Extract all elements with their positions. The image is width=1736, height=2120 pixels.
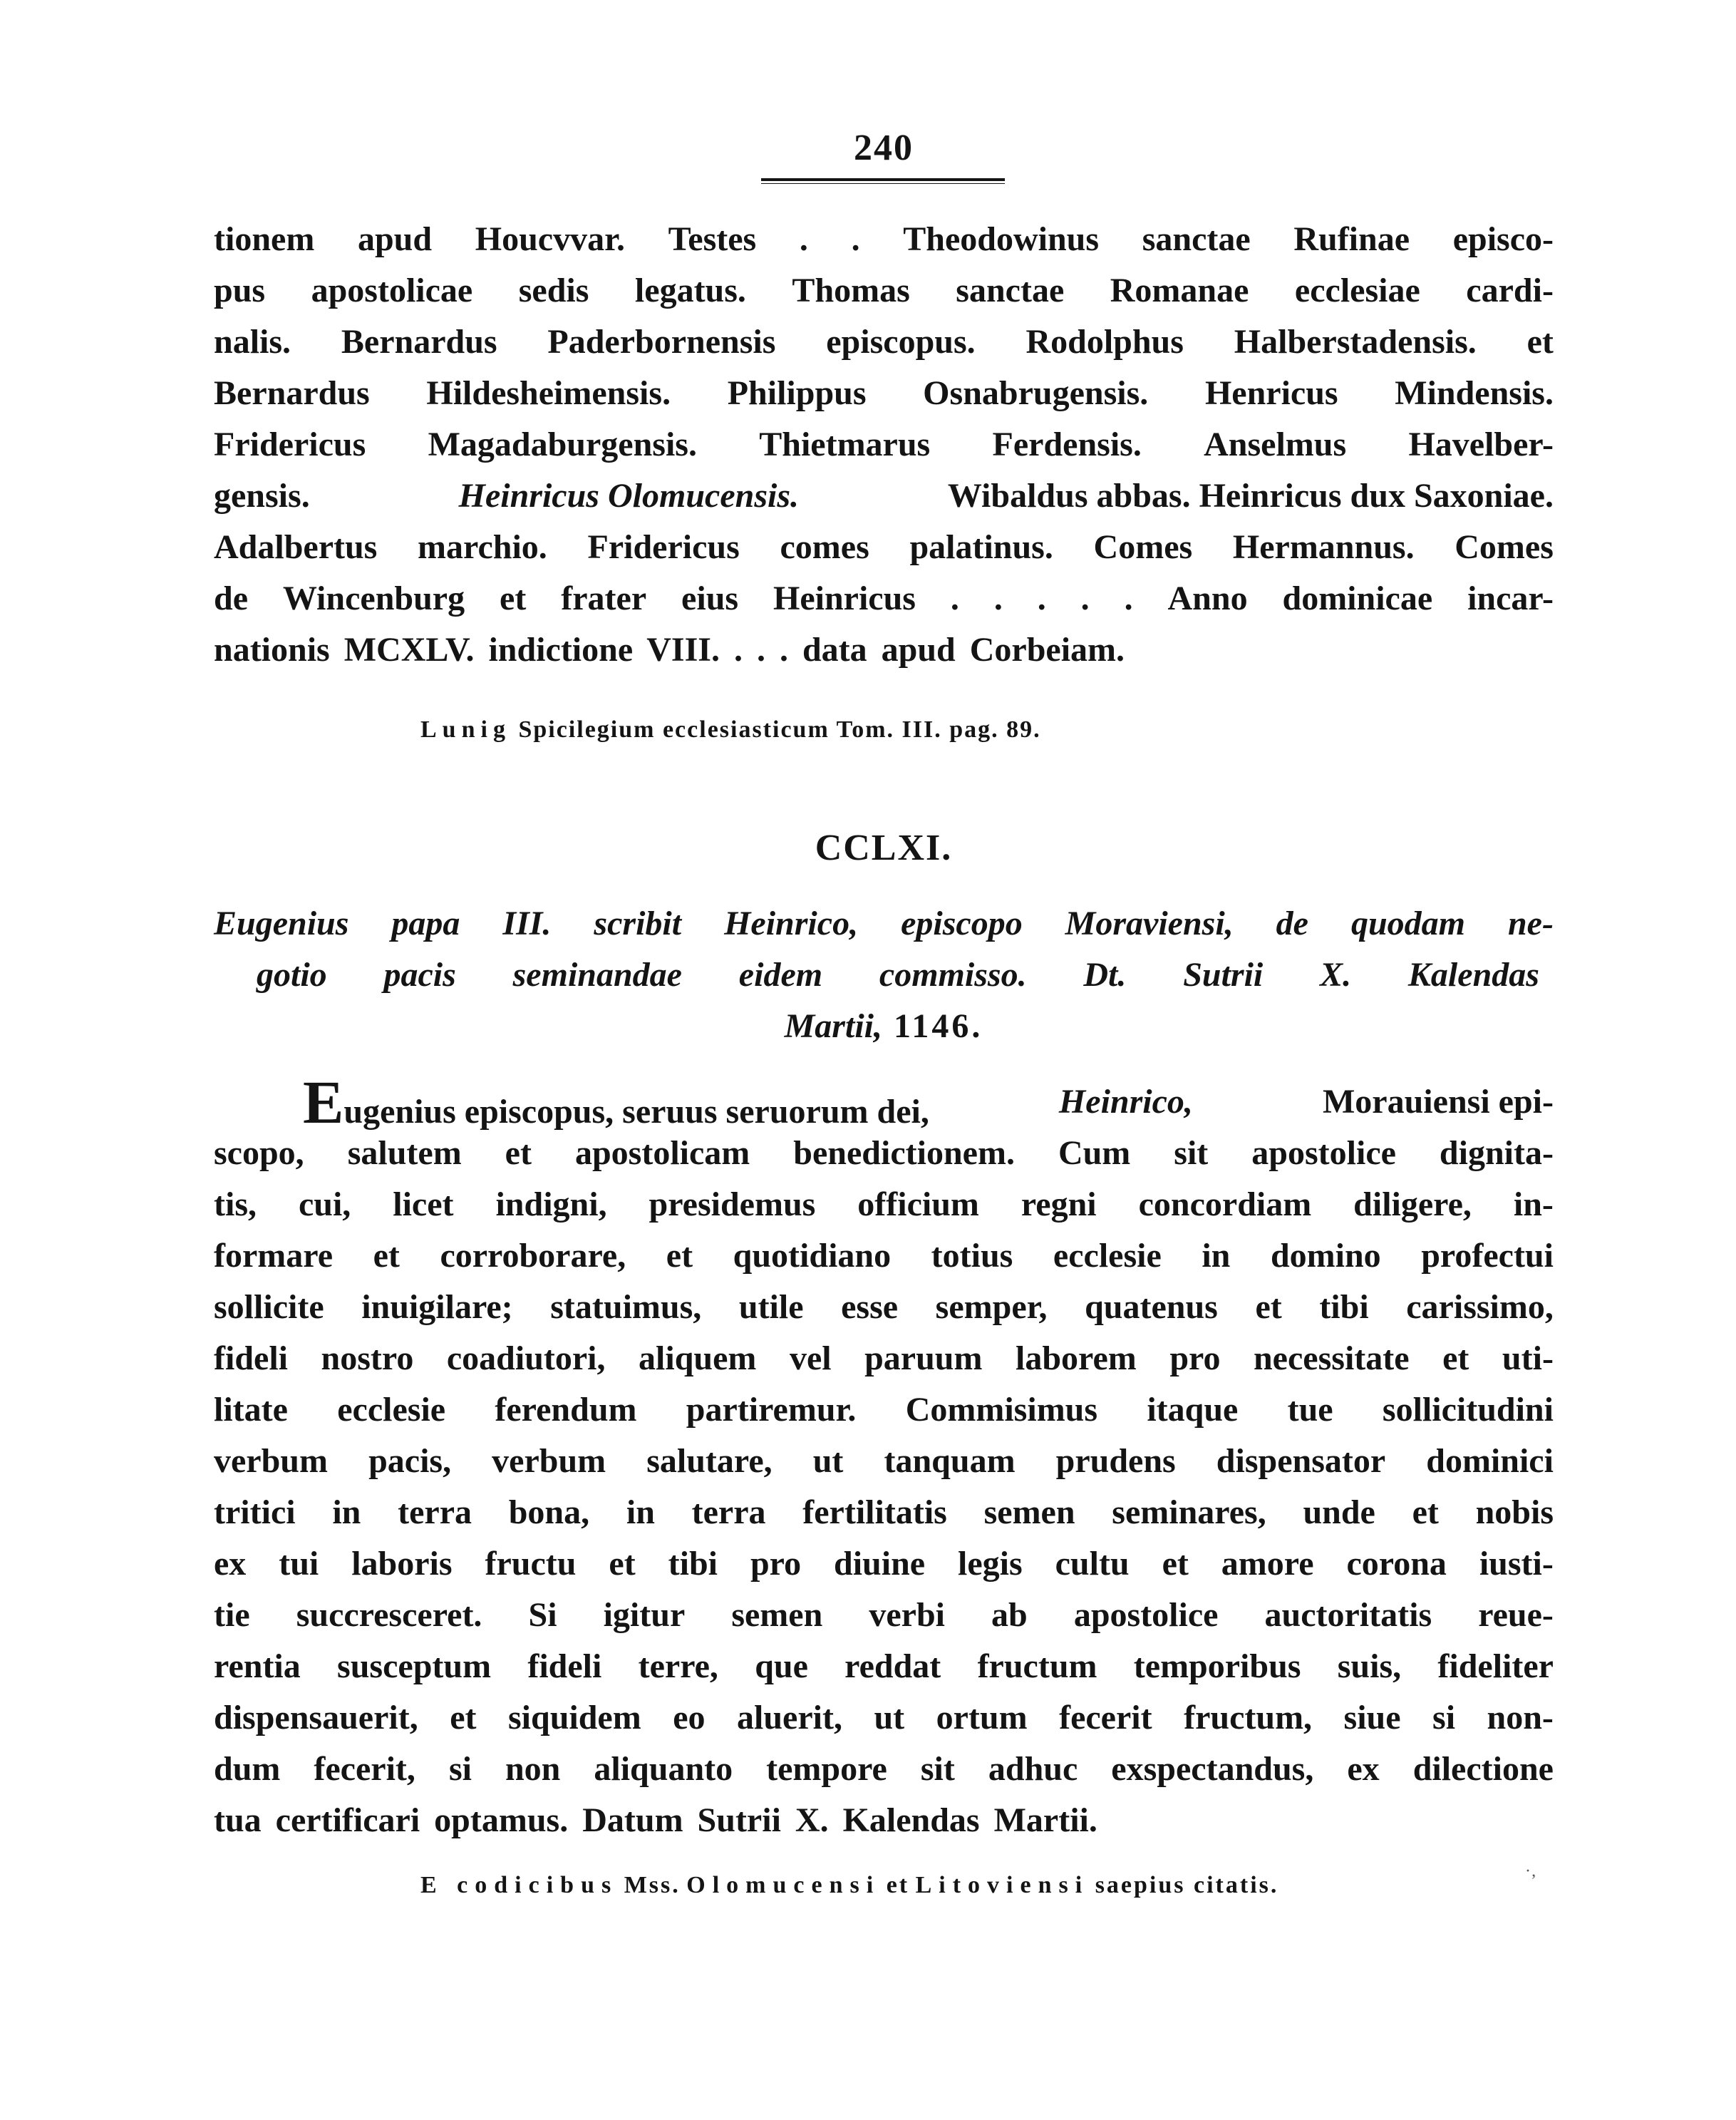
word: Thietmarus [759, 426, 931, 463]
word: reue- [1478, 1596, 1554, 1634]
heading-line [214, 898, 1554, 950]
word: Wincenburg [282, 580, 465, 617]
word: non [505, 1750, 561, 1788]
word: laboris [351, 1545, 453, 1583]
word: dum [214, 1750, 281, 1788]
word: totius [931, 1237, 1013, 1275]
word: episco- [1452, 220, 1554, 258]
word: . [1080, 580, 1090, 617]
word: apostolice [1073, 1596, 1219, 1634]
source-citation [420, 716, 1041, 743]
word: officium [857, 1185, 979, 1223]
word: . [950, 580, 959, 617]
word: ferendum [495, 1391, 637, 1429]
word: aliquem [639, 1339, 757, 1377]
word: in [626, 1493, 655, 1531]
word: Anno [1167, 580, 1248, 617]
word: que [755, 1647, 808, 1685]
word: seminandae [512, 956, 682, 994]
word: fideliter [1437, 1647, 1554, 1685]
word: necessitate [1253, 1339, 1410, 1377]
word: si [1432, 1699, 1456, 1736]
word: dominici [1426, 1442, 1554, 1480]
word: Commisimus [905, 1391, 1098, 1429]
word: fructum, [1184, 1699, 1313, 1736]
word: . [1124, 580, 1133, 617]
text-line [214, 1384, 1554, 1436]
word: Hermannus. [1232, 528, 1415, 566]
word: pro [750, 1545, 802, 1583]
word: Osnabrugensis. [923, 374, 1149, 412]
word: quatenus [1085, 1288, 1218, 1326]
word: ex [214, 1545, 247, 1583]
word: sanctae [1142, 220, 1251, 258]
word: salutem [347, 1134, 462, 1172]
word: tibi [1319, 1288, 1369, 1326]
word: ecclesiae [1294, 272, 1420, 309]
ink-speck: ·‚ [1525, 1862, 1536, 1880]
word: Heinrico, [724, 905, 859, 942]
word: fideli [214, 1339, 288, 1377]
word: Romanae [1110, 272, 1249, 309]
word: seminares, [1112, 1493, 1266, 1531]
word: cardi- [1466, 272, 1554, 309]
word: temporibus [1133, 1647, 1301, 1685]
word: vel [789, 1339, 832, 1377]
word: legis [958, 1545, 1023, 1583]
word: Fridericus [214, 426, 366, 463]
word: Theodowinus [903, 220, 1100, 258]
italic-name: Heinrico, [1058, 1083, 1193, 1121]
word: Rodolphus [1025, 323, 1184, 361]
word: fecerit, [314, 1750, 415, 1788]
word: iusti- [1479, 1545, 1554, 1583]
word: susceptum [337, 1647, 492, 1685]
word: unde [1303, 1493, 1375, 1531]
text-line [214, 1487, 1554, 1538]
footer-segment: E codicibus [420, 1872, 619, 1898]
footer-segment: Olomucensi [686, 1872, 881, 1898]
text-line [214, 1538, 1554, 1590]
word: auctoritatis [1264, 1596, 1432, 1634]
word: diligere, [1353, 1185, 1472, 1223]
word: nostro [321, 1339, 414, 1377]
word: sit [1174, 1134, 1209, 1172]
word: domino [1270, 1237, 1381, 1275]
word: et [1162, 1545, 1189, 1583]
citation-text: Spicilegium ecclesiasticum Tom. III. pag. 89. [518, 716, 1041, 743]
word: incar- [1467, 580, 1554, 617]
word: regni [1021, 1185, 1097, 1223]
word: episcopus. [826, 323, 976, 361]
word: Magadaburgensis. [428, 426, 697, 463]
word: marchio. [418, 528, 547, 566]
heading-line [214, 950, 1554, 1001]
word: Mindensis. [1395, 374, 1554, 412]
word: presidemus [649, 1185, 816, 1223]
word: concordiam [1138, 1185, 1312, 1223]
word: dispensator [1216, 1442, 1386, 1480]
word: in [1202, 1237, 1231, 1275]
italic-name: Heinricus Olomucensis. [458, 477, 800, 515]
text-line-mixed [214, 470, 1554, 522]
text-line [214, 419, 1554, 470]
word: de [1276, 905, 1308, 942]
word: Bernardus [214, 374, 370, 412]
word: Hildesheimensis. [426, 374, 671, 412]
word: tibi [668, 1545, 718, 1583]
word: si [448, 1750, 472, 1788]
word: scribit [594, 905, 682, 942]
word: et [1412, 1493, 1439, 1531]
text-line [214, 265, 1554, 317]
text-line [214, 1333, 1554, 1384]
word: ex [1347, 1750, 1380, 1788]
word: sanctae [956, 272, 1065, 309]
word: sollicitudini [1382, 1391, 1554, 1429]
word: papa [391, 905, 460, 942]
text-segment: Wibaldus abbas. Heinricus dux Saxoniae. [947, 477, 1554, 515]
word: eo [673, 1699, 706, 1736]
word: Moraviensi, [1065, 905, 1234, 942]
word: Henricus [1204, 374, 1338, 412]
word: fructum [977, 1647, 1097, 1685]
text-line: nationis MCXLV. indictione VIII. . . . data apud Corbeiam. [214, 631, 1125, 669]
word: verbum [492, 1442, 606, 1480]
word: sollicite [214, 1288, 324, 1326]
word: et [505, 1134, 532, 1172]
first-line-segment [303, 1068, 929, 1136]
header-rule-thin [761, 183, 1005, 184]
header-rule [761, 178, 1005, 181]
text-line [214, 1744, 1554, 1795]
word: cui, [298, 1185, 351, 1223]
word: verbum [214, 1442, 328, 1480]
word: nalis. [214, 323, 291, 361]
word: episcopo [901, 905, 1023, 942]
word: statuimus, [550, 1288, 702, 1326]
word: verbi [869, 1596, 945, 1634]
word: frater [561, 580, 647, 617]
word: siquidem [507, 1699, 641, 1736]
word: exspectandus, [1111, 1750, 1314, 1788]
word: Kalendas [1407, 956, 1539, 994]
word: dilectione [1412, 1750, 1554, 1788]
text-line [214, 1128, 1554, 1179]
word: Anselmus [1204, 426, 1347, 463]
word: pacis [383, 956, 456, 994]
word: nobis [1475, 1493, 1554, 1531]
word: coadiutori, [446, 1339, 606, 1377]
letter-body [214, 1068, 1554, 1846]
text-segment: ugenius episcopus, seruus seruorum dei, [343, 1093, 929, 1131]
text-line [214, 1436, 1554, 1487]
text-line [214, 368, 1554, 419]
word: ortum [936, 1699, 1028, 1736]
word: legatus. [634, 272, 746, 309]
word: adhuc [988, 1750, 1078, 1788]
word: carissimo, [1406, 1288, 1554, 1326]
word: tis, [214, 1185, 257, 1223]
word: Dt. [1083, 956, 1127, 994]
word: prudens [1055, 1442, 1176, 1480]
word: benedictionem. [793, 1134, 1015, 1172]
word: semper, [935, 1288, 1048, 1326]
word: et [373, 1237, 400, 1275]
word: dignita- [1439, 1134, 1554, 1172]
word: . [1037, 580, 1046, 617]
word: Cum [1058, 1134, 1131, 1172]
word: eius [681, 580, 739, 617]
word: Philippus [727, 374, 867, 412]
word: sit [920, 1750, 955, 1788]
word: scopo, [214, 1134, 304, 1172]
word: Heinricus [773, 580, 916, 617]
word: Sutrii [1183, 956, 1264, 994]
word: cultu [1055, 1545, 1130, 1583]
text-line [214, 1282, 1554, 1333]
word: profectui [1421, 1237, 1554, 1275]
word: et [609, 1545, 636, 1583]
word: Comes [1455, 528, 1554, 566]
word: Houcvvar. [475, 220, 625, 258]
word: ecclesie [1053, 1237, 1162, 1275]
continuation-text-block [214, 214, 1554, 676]
footer-citation [420, 1872, 1278, 1899]
word: ne- [1507, 905, 1554, 942]
word: commisso. [879, 956, 1027, 994]
word: Fridericus [587, 528, 740, 566]
word: et [666, 1237, 693, 1275]
document-heading [214, 898, 1554, 1052]
word: . [993, 580, 1003, 617]
word: dominicae [1282, 580, 1433, 617]
word: licet [393, 1185, 454, 1223]
word: in [332, 1493, 361, 1531]
word: palatinus. [909, 528, 1053, 566]
word: tui [279, 1545, 319, 1583]
word: Rufinae [1293, 220, 1410, 258]
word: suis, [1337, 1647, 1402, 1685]
word: in- [1513, 1185, 1554, 1223]
word: diuine [834, 1545, 926, 1583]
word: apostolice [1251, 1134, 1396, 1172]
word: Halberstadensis. [1234, 323, 1477, 361]
word: siue [1343, 1699, 1401, 1736]
word: reddat [844, 1647, 941, 1685]
word: et [1255, 1288, 1282, 1326]
word: tempore [766, 1750, 887, 1788]
word: Comes [1093, 528, 1193, 566]
footer-segment: saepius citatis. [1095, 1872, 1279, 1898]
word: . [799, 220, 808, 258]
word: tionem [214, 220, 315, 258]
word: fideli [527, 1647, 602, 1685]
word: ab [991, 1596, 1028, 1634]
word: Paderbornensis [547, 323, 776, 361]
word: paruum [864, 1339, 983, 1377]
text-line [214, 573, 1554, 624]
word: corroborare, [440, 1237, 626, 1275]
word: eidem [738, 956, 823, 994]
word: Testes [668, 220, 757, 258]
initial-capital: E [303, 1068, 344, 1136]
word: litate [214, 1391, 288, 1429]
word: quotidiano [733, 1237, 892, 1275]
page-number: 240 [854, 128, 914, 168]
word: Thomas [792, 272, 910, 309]
word: formare [214, 1237, 334, 1275]
word: igitur [603, 1596, 686, 1634]
heading-line-date [214, 1001, 1554, 1052]
word: comes [780, 528, 869, 566]
word: tritici [214, 1493, 296, 1531]
word: rentia [214, 1647, 301, 1685]
word: ut [812, 1442, 844, 1480]
word: apud [357, 220, 433, 258]
word: et [1442, 1339, 1469, 1377]
word: esse [841, 1288, 899, 1326]
word: Adalbertus [214, 528, 378, 566]
word: pacis, [368, 1442, 452, 1480]
word: ut [874, 1699, 905, 1736]
word: semen [983, 1493, 1075, 1531]
word: terra [398, 1493, 472, 1531]
word: laborem [1016, 1339, 1137, 1377]
text-line [214, 1179, 1554, 1230]
footer-segment: Mss. [624, 1872, 681, 1898]
word: apostolicam [574, 1134, 750, 1172]
text-line [214, 522, 1554, 573]
word: fecerit [1059, 1699, 1152, 1736]
word: terra [691, 1493, 766, 1531]
word: Bernardus [341, 323, 497, 361]
document-number: CCLXI. [815, 828, 953, 868]
text-segment: Morauiensi epi- [1323, 1083, 1554, 1121]
word: III. [502, 905, 552, 942]
text-line [214, 1692, 1554, 1744]
word: ecclesie [337, 1391, 446, 1429]
text-line [214, 1641, 1554, 1692]
word: gotio [257, 956, 327, 994]
word: tie [214, 1596, 250, 1634]
word: utile [738, 1288, 804, 1326]
word: Ferdensis. [992, 426, 1142, 463]
word: salutare, [646, 1442, 773, 1480]
word: corona [1346, 1545, 1447, 1583]
citation-author: Lunig [420, 716, 511, 743]
word: uti- [1502, 1339, 1554, 1377]
word: semen [731, 1596, 823, 1634]
word: partiremur. [686, 1391, 857, 1429]
word: fertilitatis [802, 1493, 947, 1531]
word: . [851, 220, 860, 258]
text-line [214, 317, 1554, 368]
word: bona, [508, 1493, 590, 1531]
word: indigni, [495, 1185, 607, 1223]
footer-segment: et [886, 1872, 910, 1898]
word: dispensauerit, [214, 1699, 418, 1736]
text-segment: gensis. [214, 477, 310, 515]
text-line: tua certificari optamus. Datum Sutrii X. Kalendas Martii. [214, 1801, 1097, 1839]
word: aliquanto [594, 1750, 733, 1788]
word: et [450, 1699, 477, 1736]
text-line [214, 214, 1554, 265]
heading-year: 1146. [894, 1007, 983, 1045]
word: fructu [485, 1545, 577, 1583]
word: X. [1320, 956, 1352, 994]
text-line [214, 1230, 1554, 1282]
word: succresceret. [296, 1596, 482, 1634]
word: Havelber- [1408, 426, 1554, 463]
word: pus [214, 272, 266, 309]
footer-segment: Litoviensi [915, 1872, 1090, 1898]
word: Eugenius [214, 905, 349, 942]
word: terre, [638, 1647, 718, 1685]
word: amore [1221, 1545, 1314, 1583]
word: et [1526, 323, 1554, 361]
word: inuigilare; [361, 1288, 513, 1326]
word: aluerit, [737, 1699, 842, 1736]
word: itaque [1147, 1391, 1239, 1429]
word: apostolicae [311, 272, 473, 309]
word: tanquam [884, 1442, 1016, 1480]
word: pro [1169, 1339, 1221, 1377]
word: et [500, 580, 527, 617]
text-line-first [214, 1068, 1554, 1136]
word: Si [528, 1596, 557, 1634]
text-line [214, 1590, 1554, 1641]
word: tue [1287, 1391, 1333, 1429]
word: non- [1487, 1699, 1554, 1736]
heading-month: Martii, [784, 1007, 882, 1045]
word: sedis [518, 272, 589, 309]
word: de [214, 580, 248, 617]
word: quodam [1350, 905, 1465, 942]
